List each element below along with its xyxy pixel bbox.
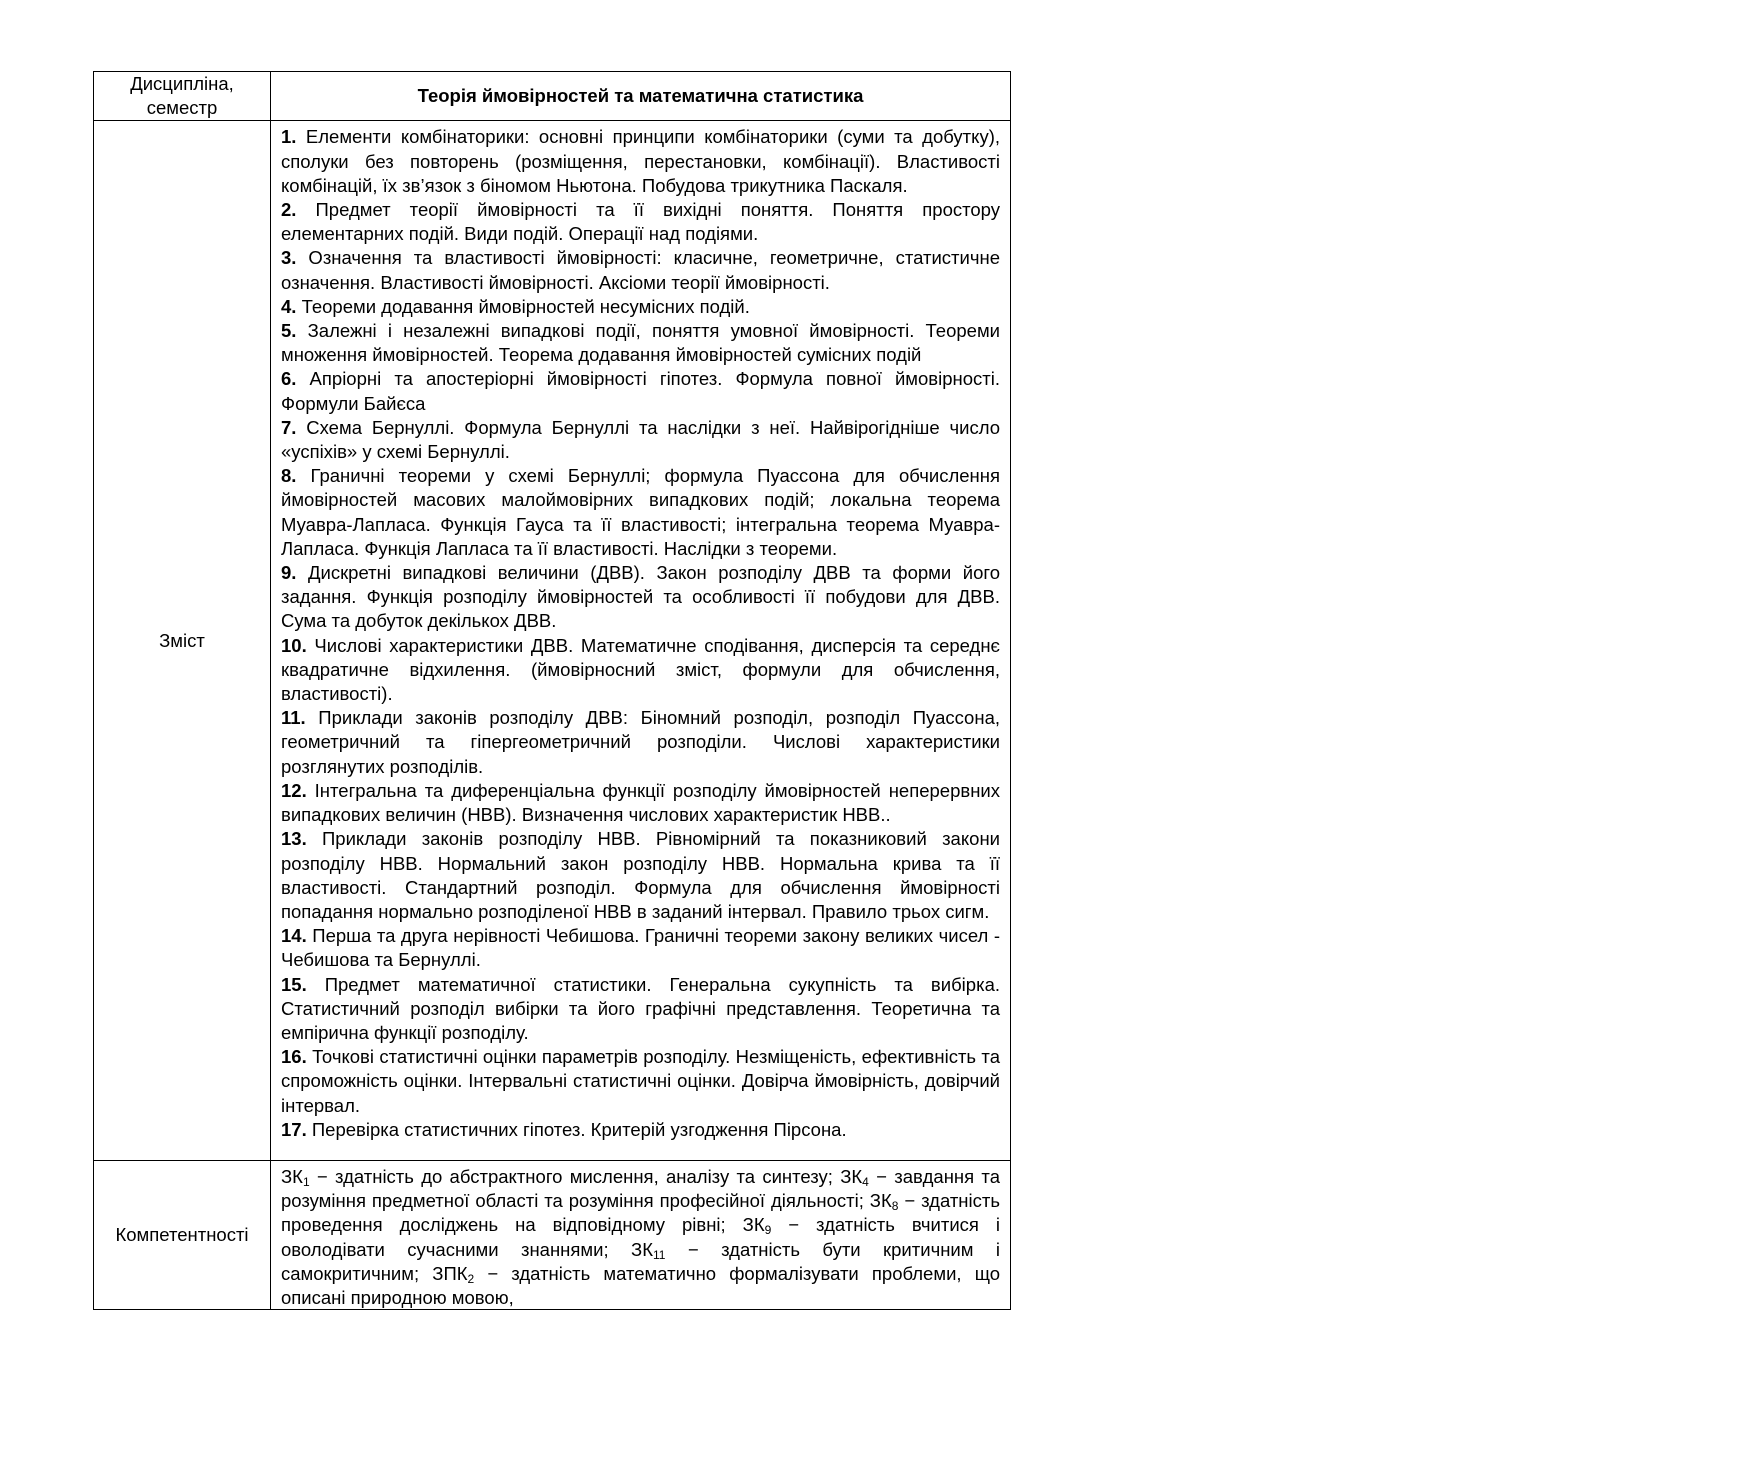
competency-description: − здатність вчитися і оволодівати сучасними знаннями; (281, 1214, 1000, 1260)
competency-code: ЗК (869, 1190, 892, 1212)
competency-code: ЗК (631, 1238, 653, 1260)
topic-number: 4. (281, 295, 297, 317)
topic-number: 6. (281, 368, 297, 390)
competencies-text (271, 1160, 1011, 1309)
topic-number: 10. (281, 634, 307, 656)
topic-text: Схема Бернуллі. Формула Бернуллі та наслідки з неї. Найвірогідніше число «успіхів» у схемі Бернуллі. (281, 416, 1000, 463)
topic-text: Інтегральна та диференціальна функції розподілу ймовірностей неперервних випадкових величин (НВВ). Визначення числових характеристик НВВ.. (281, 779, 1000, 826)
topic-item (281, 295, 1000, 319)
competency-description: − здатність бути критичним і самокритичним; (281, 1238, 1000, 1284)
topic-text: Перша та друга нерівності Чебишова. Граничні теореми закону великих чисел - Чебишова та Бернуллі. (281, 925, 1000, 971)
competency-description: − здатність до абстрактного мислення, аналізу та синтезу; (309, 1165, 841, 1187)
topic-text: Предмет теорії ймовірності та її вихідні поняття. Поняття простору елементарних подій. Види подій. Операції над подіями. (281, 199, 1000, 245)
topic-item (281, 634, 1000, 707)
topic-number: 16. (281, 1046, 307, 1068)
content-row (94, 121, 1011, 1161)
topic-number: 1. (281, 126, 297, 148)
competency-index: 9 (764, 1223, 772, 1238)
competency-index: 11 (652, 1247, 666, 1262)
topic-number: 3. (281, 247, 297, 269)
topic-item (281, 464, 1000, 561)
topic-item (281, 1118, 1000, 1142)
topic-number: 13. (281, 828, 307, 850)
topic-item (281, 827, 1000, 924)
course-title: Теорія ймовірностей та математична статистика (271, 72, 1011, 121)
competency-code: ЗК (742, 1214, 765, 1236)
competency-code: ЗК (840, 1165, 863, 1187)
topic-text: Теореми додавання ймовірностей несумісних подій. (296, 295, 750, 317)
competency-index: 1 (302, 1174, 310, 1189)
topic-text: Числові характеристики ДВВ. Математичне сподівання, дисперсія та середнє квадратичне відхилення. (ймовірносний зміст, формули для обчислення, властивості). (281, 634, 1000, 705)
topic-item (281, 125, 1000, 198)
competencies-row (94, 1160, 1011, 1309)
competency-description: − завдання та розуміння предметної області та розуміння професійної діяльності; (281, 1165, 1000, 1212)
topic-number: 11. (281, 707, 306, 729)
topic-text: Граничні теореми у схемі Бернуллі; формула Пуассона для обчислення ймовірностей масових малоймовірних випадкових подій; локальна теорема Муавра-Лапласа. Функція Гауса та її властивості; інтегральна теорема Муавра-Лапласа. Функція Лапласа та її властивості. Наслідки з теореми. (281, 465, 1000, 559)
content-topics (271, 121, 1011, 1161)
topic-item (281, 973, 1000, 1046)
topic-text: Дискретні випадкові величини (ДВВ). Закон розподілу ДВВ та форми його задання. Функція розподілу ймовірностей та особливості її побудови для ДВВ. Сума та добуток декількох ДВВ. (281, 562, 1000, 632)
discipline-semester-label: Дисципліна, семестр (94, 72, 271, 121)
competency-description: − здатність математично формалізувати проблеми, що описані природною мовою, (281, 1262, 1000, 1308)
topic-text: Елементи комбінаторики: основні принципи комбінаторики (суми та добутку), сполуки без повторень (розміщення, перестановки, комбінації). Властивості комбінацій, їх зв’язок з біномом Ньютона. Побудова трикутника Паскаля. (281, 126, 1000, 196)
topic-number: 8. (281, 465, 297, 487)
competency-code: ЗК (281, 1165, 303, 1187)
topic-number: 17. (281, 1118, 307, 1140)
topic-text: Точкові статистичні оцінки параметрів розподілу. Незміщеність, ефективність та спроможність оцінки. Інтервальні статистичні оцінки. Довірча ймовірність, довірчий інтервал. (281, 1046, 1000, 1116)
competency-index: 8 (891, 1199, 899, 1214)
topic-item (281, 367, 1000, 415)
competency-index: 4 (862, 1174, 869, 1189)
competencies-label: Компетентності (94, 1160, 271, 1309)
topic-text: Приклади законів розподілу НВВ. Рівномірний та показниковий закони розподілу НВВ. Нормальний закон розподілу НВВ. Нормальна крива та її властивості. Стандартний розподіл. Формула для обчислення ймовірності попадання нормально розподіленої НВВ в заданий інтервал. Правило трьох сигм. (281, 828, 1000, 922)
topic-item (281, 924, 1000, 972)
topic-item (281, 319, 1000, 367)
topic-item (281, 706, 1000, 779)
topic-item (281, 779, 1000, 827)
topic-item (281, 416, 1000, 464)
competency-index: 2 (467, 1271, 475, 1286)
topic-number: 12. (281, 779, 307, 801)
topic-text: Предмет математичної статистики. Генеральна сукупність та вибірка. Статистичний розподіл вибірки та його графічні представлення. Теоретична та емпірична функції розподілу. (281, 973, 1000, 1043)
topic-item (281, 561, 1000, 634)
course-syllabus-table (93, 71, 1011, 1310)
topic-item (281, 246, 1000, 294)
topic-number: 2. (281, 199, 297, 221)
topic-item (281, 198, 1000, 246)
topic-text: Залежні і незалежні випадкові події, поняття умовної ймовірності. Теореми множення ймовірностей. Теорема додавання ймовірностей сумісних подій (281, 320, 1000, 366)
competencies-paragraph (281, 1165, 1000, 1309)
topic-text: Означення та властивості ймовірності: класичне, геометричне, статистичне означення. Властивості ймовірності. Аксіоми теорії ймовірності. (281, 247, 1000, 293)
content-label: Зміст (94, 121, 271, 1161)
topic-text: Перевірка статистичних гіпотез. Критерій узгодження Пірсона. (306, 1118, 847, 1140)
topic-number: 5. (281, 320, 297, 342)
topic-number: 14. (281, 925, 307, 947)
topic-number: 15. (281, 973, 307, 995)
competency-description: − здатність проведення досліджень на відповідному рівні; (281, 1190, 1000, 1236)
topic-text: Апріорні та апостеріорні ймовірності гіпотез. Формула повної ймовірності. Формули Байєса (281, 368, 1000, 414)
competency-code: ЗПК (432, 1262, 468, 1284)
header-row (94, 72, 1011, 121)
topic-item (281, 1045, 1000, 1118)
topic-number: 7. (281, 416, 297, 438)
topic-text: Приклади законів розподілу ДВВ: Біномний розподіл, розподіл Пуассона, геометричний та гіпергеометричний розподіли. Числові характеристики розглянутих розподілів. (281, 707, 1000, 777)
topic-number: 9. (281, 562, 297, 584)
